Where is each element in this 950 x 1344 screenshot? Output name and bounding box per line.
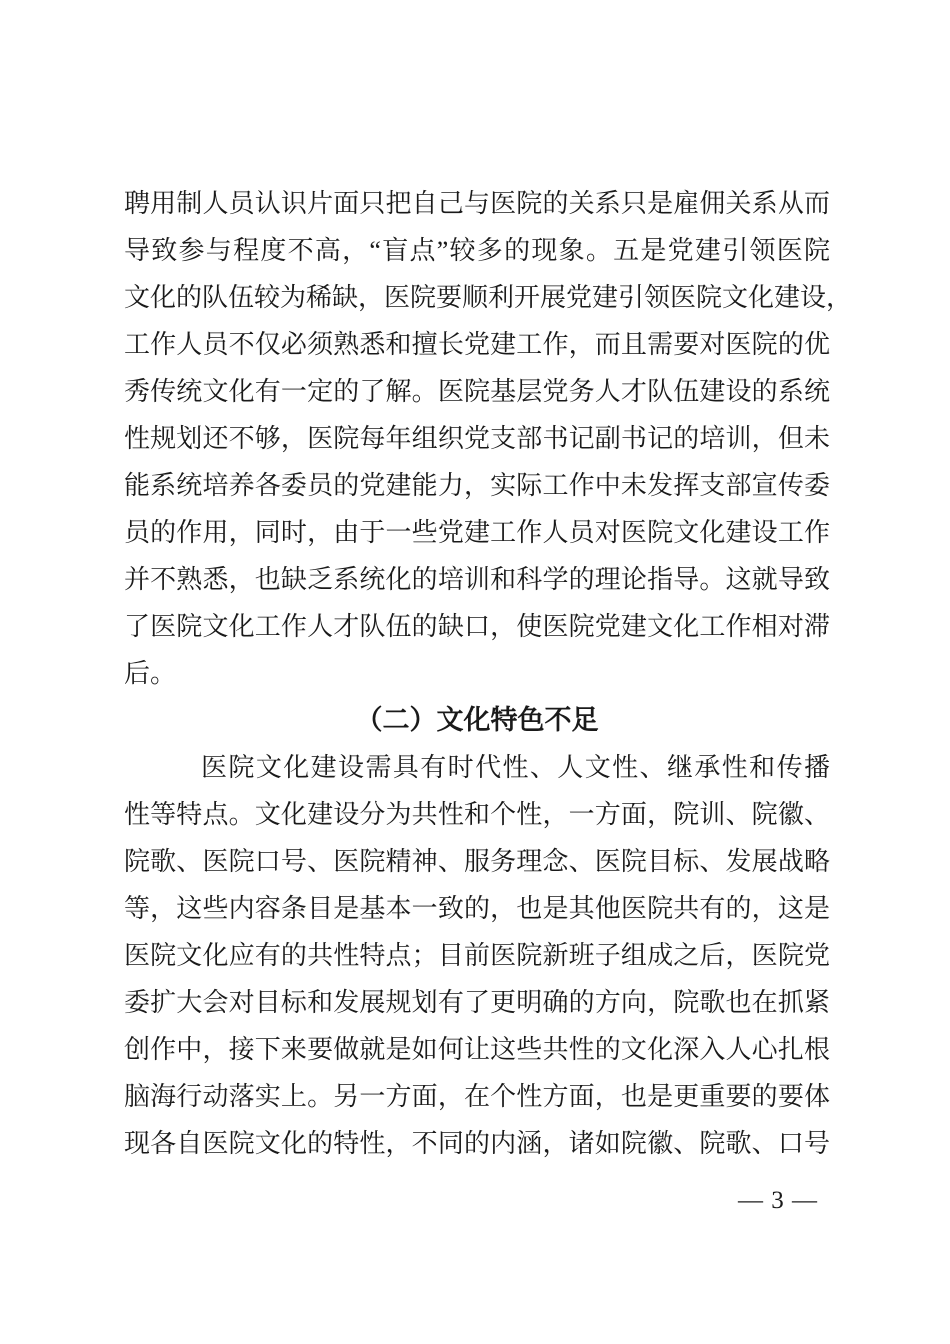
body-text-line: 秀传统文化有一定的了解。医院基层党务人才队伍建设的系统 — [124, 377, 830, 406]
body-text-line: 等，这些内容条目是基本一致的，也是其他医院共有的，这是 — [124, 894, 830, 923]
body-text-line: 医院文化应有的共性特点；目前医院新班子组成之后，医院党 — [124, 941, 830, 970]
body-text-line: 委扩大会对目标和发展规划有了更明确的方向，院歌也在抓紧 — [124, 988, 830, 1017]
body-text-line: 工作人员不仅必须熟悉和擅长党建工作，而且需要对医院的优 — [124, 330, 830, 359]
body-text-line: 创作中，接下来要做就是如何让这些共性的文化深入人心扎根 — [124, 1035, 830, 1064]
body-text-line: 后。 — [124, 659, 177, 688]
body-text-line: 聘用制人员认识片面只把自己与医院的关系只是雇佣关系从而 — [124, 189, 830, 218]
body-text-line: 医院文化建设需具有时代性、人文性、继承性和传播 — [201, 753, 830, 782]
body-text-line: 性规划还不够，医院每年组织党支部书记副书记的培训，但未 — [124, 424, 830, 453]
body-text-line: 员的作用，同时，由于一些党建工作人员对医院文化建设工作 — [124, 518, 830, 547]
section-heading: （二）文化特色不足 — [355, 705, 599, 735]
body-text-line: 性等特点。文化建设分为共性和个性，一方面，院训、院徽、 — [124, 800, 830, 829]
body-text-line: 院歌、医院口号、医院精神、服务理念、医院目标、发展战略 — [124, 847, 830, 876]
body-text-line: 导致参与程度不高，“盲点”较多的现象。五是党建引领医院 — [124, 236, 830, 265]
body-text-line: 并不熟悉，也缺乏系统化的培训和科学的理论指导。这就导致 — [124, 565, 830, 594]
body-text-line: 脑海行动落实上。另一方面，在个性方面，也是更重要的要体 — [124, 1082, 830, 1111]
body-text-line: 文化的队伍较为稀缺，医院要顺利开展党建引领医院文化建设， — [124, 283, 853, 312]
body-text-line: 现各自医院文化的特性，不同的内涵，诸如院徽、院歌、口号 — [124, 1129, 830, 1158]
text-block — [124, 180, 853, 1167]
body-text-line: 了医院文化工作人才队伍的缺口，使医院党建文化工作相对滞 — [124, 612, 830, 641]
body-text-line: 能系统培养各委员的党建能力，实际工作中未发挥支部宣传委 — [124, 471, 830, 500]
page-number: — 3 — — [738, 1187, 818, 1214]
